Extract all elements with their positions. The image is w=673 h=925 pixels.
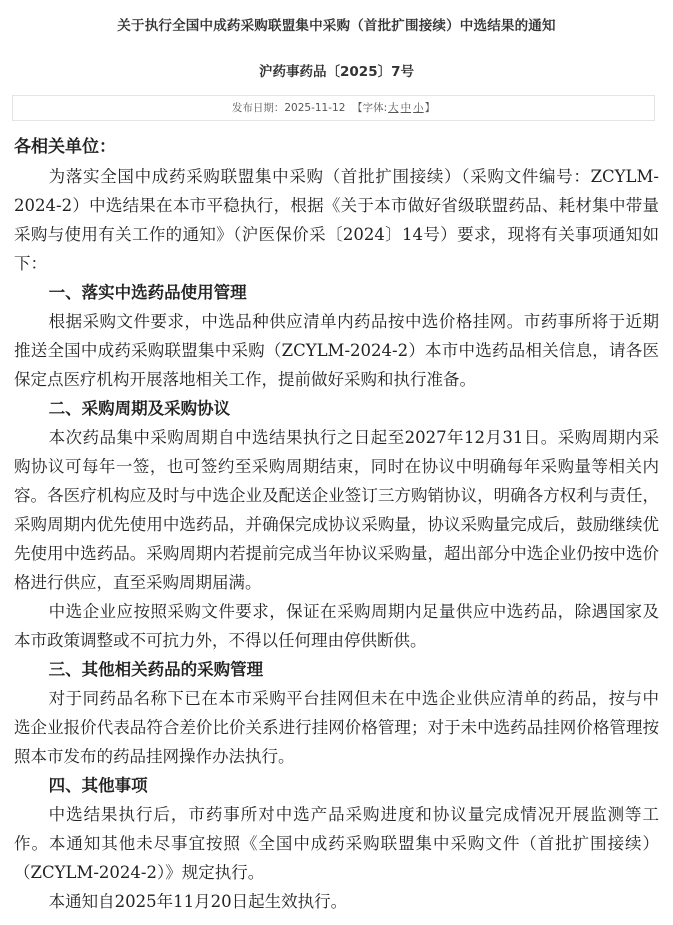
document-body — [14, 133, 659, 916]
section-heading: 一、落实中选药品使用管理 — [48, 283, 247, 302]
section-paragraph: 对于同药品名称下已在本市采购平台挂网但未在中选企业供应清单的药品，按与中选企业报价代表品符合差价比价关系进行挂网价格管理；对于未中选药品挂网价格管理按照本市发布的药品挂网操作办法执行。 — [14, 689, 659, 766]
salutation: 各相关单位： — [14, 137, 116, 157]
publish-date: 2025-11-12 — [284, 102, 346, 114]
font-size-large-button[interactable]: 大 — [388, 102, 399, 114]
section-paragraph: 中选结果执行后，市药事所对中选产品采购进度和协议量完成情况开展监测等工作。本通知其他未尽事宜按照《全国中成药采购联盟集中采购文件（首批扩围接续）（ZCYLM-2024-2）》规定执行。 — [14, 805, 659, 882]
section-heading: 三、其他相关药品的采购管理 — [48, 660, 264, 679]
section-paragraph: 本次药品集中采购周期自中选结果执行之日起至2027年12月31日。采购周期内采购协议可每年一签，也可签约至采购周期结束，同时在协议中明确每年采购量等相关内容。各医疗机构应及时与中选企业及配送企业签订三方购销协议，明确各方权利与责任，采购周期内优先使用中选药品，并确保完成协议采购量，协议采购量完成后，鼓励继续优先使用中选药品。采购周期内若提前完成当年协议采购量，超出部分中选企业仍按中选价格进行供应，直至采购周期届满。 — [14, 428, 659, 592]
font-size-label: 【字体: — [352, 102, 388, 114]
section-paragraph: 中选企业应按照采购文件要求，保证在采购周期内足量供应中选药品，除遇国家及本市政策调整或不可抗力外，不得以任何理由停供断供。 — [14, 602, 659, 650]
font-size-bracket: 】 — [424, 102, 436, 114]
font-size-medium-button[interactable]: 中 — [400, 102, 412, 114]
document-number: 沪药事药品〔2025〕7号 — [259, 64, 414, 80]
page-title: 关于执行全国中成药采购联盟集中采购（首批扩围接续）中选结果的通知 — [117, 18, 556, 34]
section-heading: 二、采购周期及采购协议 — [48, 399, 231, 418]
section-paragraph: 根据采购文件要求，中选品种供应清单内药品按中选价格挂网。市药事所将于近期推送全国中成药采购联盟集中采购（ZCYLM-2024-2）本市中选药品相关信息，请各医保定点医疗机构开展落地相关工作，提前做好采购和执行准备。 — [14, 312, 659, 389]
intro-paragraph: 为落实全国中成药采购联盟集中采购（首批扩围接续）（采购文件编号：ZCYLM-2024-2）中选结果在本市平稳执行，根据《关于本市做好省级联盟药品、耗材集中带量采购与使用有关工作的通知》（沪医保价采〔2024〕14号）要求，现将有关事项通知如下： — [14, 167, 659, 273]
section-paragraph: 本通知自2025年11月20日起生效执行。 — [48, 892, 348, 911]
publish-date-label: 发布日期： — [231, 102, 285, 114]
meta-bar — [12, 95, 655, 121]
section-heading: 四、其他事项 — [48, 776, 148, 795]
font-size-small-button[interactable]: 小 — [413, 102, 424, 114]
